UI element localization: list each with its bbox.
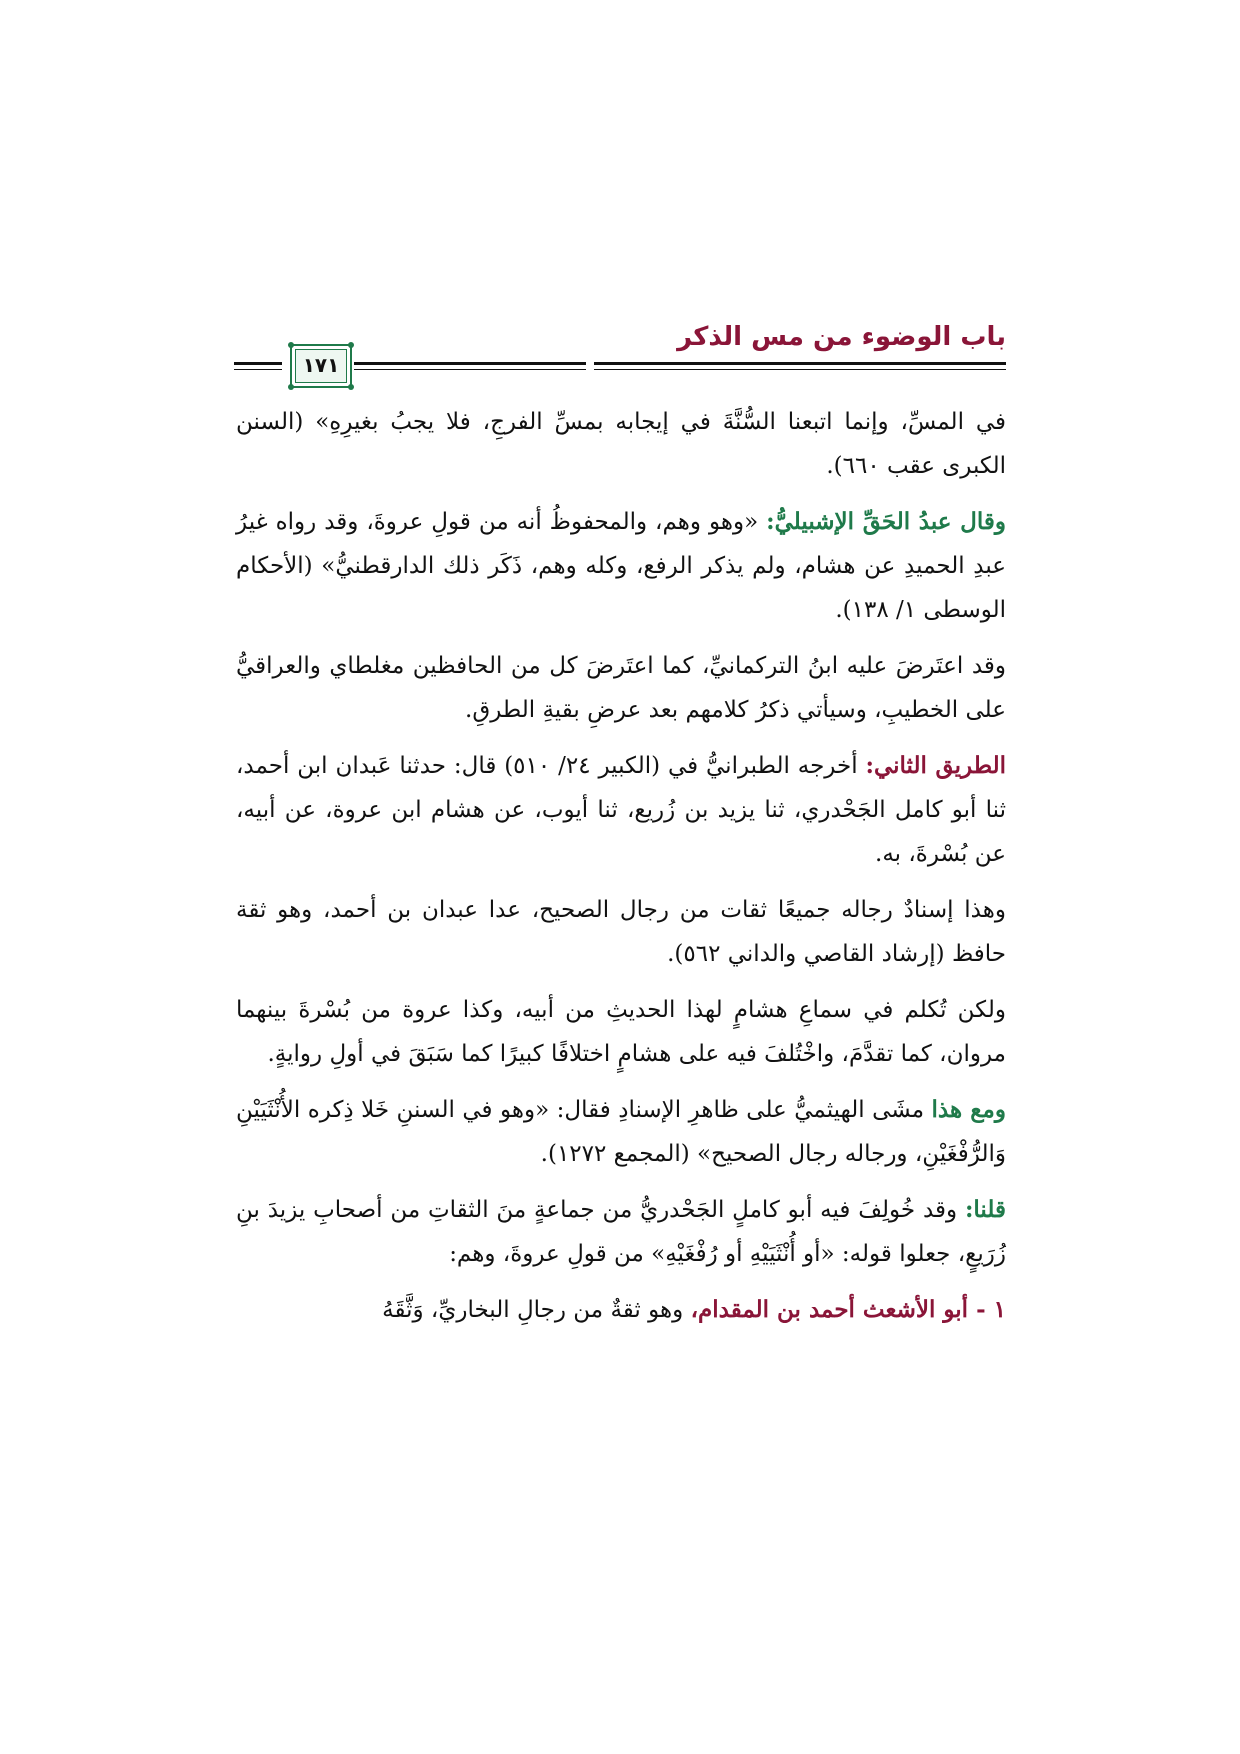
page-number: ١٧١ bbox=[302, 353, 340, 377]
paragraph-text: «وهو وهم، والمحفوظُ أنه من قولِ عروةَ، وقد رواه غيرُ عبدِ الحميدِ عن هشام، ولم يذكر الرفع، وكله وهم، ذَكَر ذلك الدارقطنيُّ» (الأحكام الوسطى ١/ ١٣٨). bbox=[236, 509, 1006, 623]
paragraph-lead: وقال عبدُ الحَقِّ الإشبيليُّ: bbox=[766, 508, 1006, 535]
header-rule bbox=[354, 362, 586, 365]
paragraph-text: في المسِّ، وإنما اتبعنا السُّنَّةَ في إيجابه بمسِّ الفرجِ، فلا يجبُ بغيرِهِ» (السنن الكبرى عقب ٦٦٠). bbox=[236, 409, 1006, 479]
ornament-icon bbox=[348, 342, 354, 348]
paragraph bbox=[236, 988, 1006, 1076]
paragraph bbox=[236, 1288, 1006, 1332]
ornament-icon bbox=[348, 384, 354, 390]
page-number-frame bbox=[290, 344, 352, 388]
ornament-icon bbox=[288, 384, 294, 390]
paragraph bbox=[236, 744, 1006, 876]
paragraph-text: وهو ثقةٌ من رجالِ البخاريِّ، وَثَّقَهُ bbox=[382, 1297, 691, 1323]
paragraph-text: ولكن تُكلم في سماعِ هشامٍ لهذا الحديثِ من أبيه، وكذا عروة من بُسْرةَ بينهما مروان، كما تقدَّمَ، واخْتُلفَ فيه على هشامٍ اختلافًا كبيرًا كما سَبَقَ في أولِ روايةٍ. bbox=[236, 997, 1006, 1067]
header-rule bbox=[594, 369, 1006, 370]
paragraph-text: وقد خُولِفَ فيه أبو كاملٍ الجَحْدريُّ من جماعةٍ منَ الثقاتِ من أصحابِ يزيدَ بنِ زُرَيعٍ، جعلوا قوله: «أو أُنْثَيَيْهِ أو رُفْغَيْهِ» من قولِ عروةَ، وهم: bbox=[236, 1197, 1006, 1267]
paragraph bbox=[236, 1188, 1006, 1276]
page-header bbox=[234, 318, 1006, 378]
paragraph bbox=[236, 888, 1006, 976]
paragraph-text: أخرجه الطبرانيُّ في (الكبير ٢٤/ ٥١٠) قال: حدثنا عَبدان ابن أحمد، ثنا أبو كامل الجَحْدري، ثنا يزيد بن زُريع، ثنا أيوب، عن هشام ابن عروة، عن أبيه، عن بُسْرةَ، به. bbox=[236, 753, 1006, 867]
body-text bbox=[236, 400, 1006, 1344]
paragraph-text: وقد اعتَرضَ عليه ابنُ التركمانيِّ، كما اعتَرضَ كل من الحافظين مغلطاي والعراقيُّ على الخطيبِ، وسيأتي ذكرُ كلامهم بعد عرضِ بقيةِ الطرقِ. bbox=[236, 653, 1006, 723]
paragraph bbox=[236, 400, 1006, 488]
paragraph bbox=[236, 644, 1006, 732]
header-rule bbox=[354, 369, 586, 370]
paragraph-text: وهذا إسنادٌ رجاله جميعًا ثقات من رجال الصحيح، عدا عبدان بن أحمد، وهو ثقة حافظ (إرشاد القاصي والداني ٥٦٢). bbox=[236, 897, 1006, 967]
paragraph bbox=[236, 1088, 1006, 1176]
header-rule bbox=[234, 362, 282, 365]
paragraph-lead: ومع هذا bbox=[931, 1096, 1006, 1123]
paragraph-text: مشَى الهيثميُّ على ظاهرِ الإسنادِ فقال: «وهو في السننِ خَلا ذِكره الأُنْثَيَيْنِ وَالرُّفْغَيْنِ، ورجاله رجال الصحيح» (المجمع ١٢٧٢). bbox=[236, 1097, 1006, 1167]
ornament-icon bbox=[288, 342, 294, 348]
paragraph bbox=[236, 500, 1006, 632]
paragraph-lead: ١ - أبو الأشعث أحمد بن المقدام، bbox=[690, 1296, 1006, 1323]
header-rule bbox=[234, 369, 282, 370]
paragraph-lead: الطريق الثاني: bbox=[865, 752, 1006, 779]
paragraph-lead: قلنا: bbox=[964, 1196, 1006, 1223]
chapter-title: باب الوضوء من مس الذكر bbox=[677, 322, 1006, 352]
header-rule bbox=[594, 362, 1006, 365]
